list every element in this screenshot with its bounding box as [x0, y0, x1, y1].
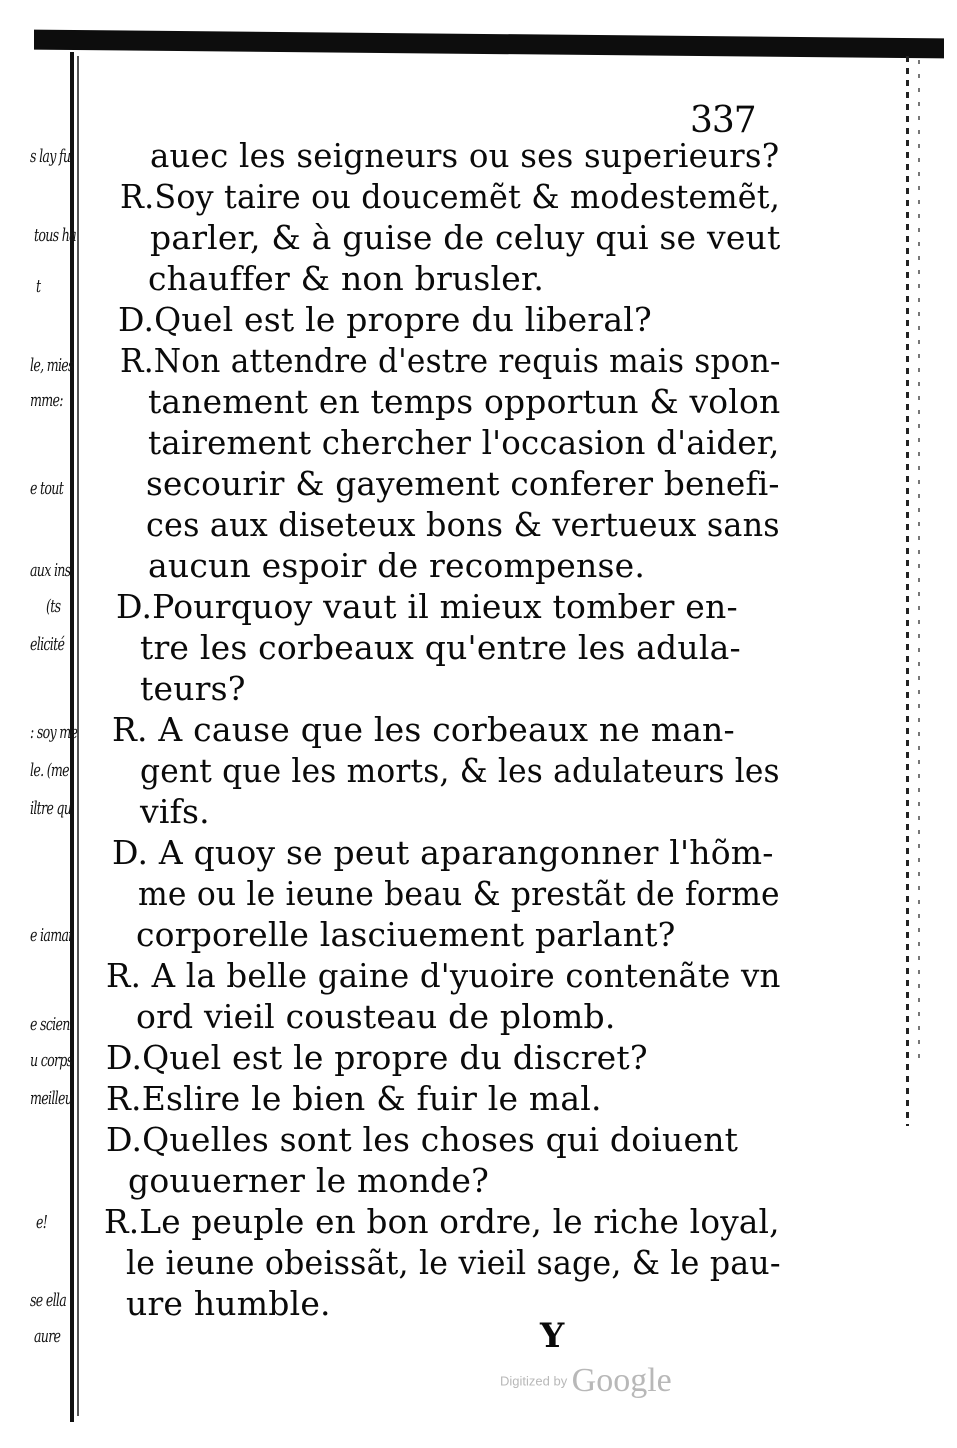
- margin-note: iltre qu: [30, 798, 72, 819]
- text-line: parler, & à guise de celuy qui se veut: [150, 218, 781, 257]
- text-line: corporelle lasciuement parlant?: [136, 915, 676, 954]
- margin-note: e!: [36, 1212, 48, 1233]
- margin-note: e tout: [30, 478, 64, 499]
- margin-note: e iamai: [30, 925, 72, 946]
- margin-note: elicité: [30, 634, 65, 655]
- text-line: vifs.: [140, 792, 210, 831]
- margin-note: tous ha: [34, 225, 76, 246]
- signature-mark: Y: [540, 1316, 565, 1356]
- text-line: me ou le ieune beau & prestãt de forme: [138, 874, 780, 913]
- text-line: R.Non attendre d'estre requis mais spon-: [120, 341, 781, 380]
- text-line: gent que les morts, & les adulateurs les: [140, 751, 780, 790]
- margin-note: se ella: [30, 1290, 67, 1311]
- text-line: D.Quel est le propre du discret?: [106, 1038, 648, 1077]
- margin-note: s lay fu: [30, 146, 71, 167]
- text-line: teurs?: [140, 669, 246, 708]
- page-edge-shadow: [918, 60, 920, 1060]
- text-line: chauffer & non brusler.: [148, 259, 545, 298]
- text-line: le ieune obeissãt, le vieil sage, & le pau-: [126, 1243, 781, 1282]
- watermark-prefix: Digitized by: [500, 1373, 568, 1389]
- text-line: D. A quoy se peut aparangonner l'hõm-: [112, 833, 774, 872]
- text-line: aucun espoir de recompense.: [148, 546, 646, 585]
- margin-note: t: [36, 276, 41, 297]
- text-line: R. A cause que les corbeaux ne man-: [112, 710, 735, 749]
- text-line: gouuerner le monde?: [128, 1161, 489, 1200]
- margin-note: : soy me: [30, 722, 78, 743]
- page-number: 337: [690, 100, 756, 141]
- text-line: D.Quel est le propre du liberal?: [118, 300, 652, 339]
- margin-note: le, mies: [30, 355, 74, 376]
- margin-note: aux ins: [30, 560, 71, 581]
- text-line: R.Le peuple en bon ordre, le riche loyal,: [104, 1202, 780, 1241]
- text-line: R.Eslire le bien & fuir le mal.: [106, 1079, 602, 1118]
- digitized-watermark: [500, 1362, 672, 1400]
- text-line: secourir & gayement conferer benefi-: [146, 464, 780, 503]
- text-line: ord vieil cousteau de plomb.: [136, 997, 616, 1036]
- text-line: tre les corbeaux qu'entre les adula-: [140, 628, 741, 667]
- margin-note: u corps: [30, 1050, 73, 1071]
- text-line: D.Pourquoy vaut il mieux tomber en-: [116, 587, 738, 626]
- margin-note: meilleu: [30, 1088, 73, 1109]
- text-line: R.Soy taire ou doucemẽt & modestemẽt,: [120, 177, 780, 216]
- page-edge: [906, 56, 909, 1126]
- margin-note: le. (me: [30, 760, 69, 781]
- margin-note: mme:: [30, 390, 63, 411]
- gutter-line-inner: [77, 56, 79, 1416]
- text-line: tanement en temps opportun & volon: [148, 382, 781, 421]
- text-line: auec les seigneurs ou ses superieurs?: [150, 136, 780, 175]
- text-line: tairement chercher l'occasion d'aider,: [148, 423, 780, 462]
- text-line: ces aux diseteux bons & vertueux sans: [146, 505, 780, 544]
- margin-note: (ts: [46, 596, 61, 617]
- text-line: D.Quelles sont les choses qui doiuent: [106, 1120, 739, 1159]
- text-line: ure humble.: [126, 1284, 331, 1323]
- top-rule: [34, 30, 944, 59]
- margin-note: e scien: [30, 1014, 70, 1035]
- margin-note: aure: [34, 1326, 61, 1347]
- watermark-brand: Google: [571, 1362, 672, 1399]
- text-line: R. A la belle gaine d'yuoire contenãte vn: [106, 956, 781, 995]
